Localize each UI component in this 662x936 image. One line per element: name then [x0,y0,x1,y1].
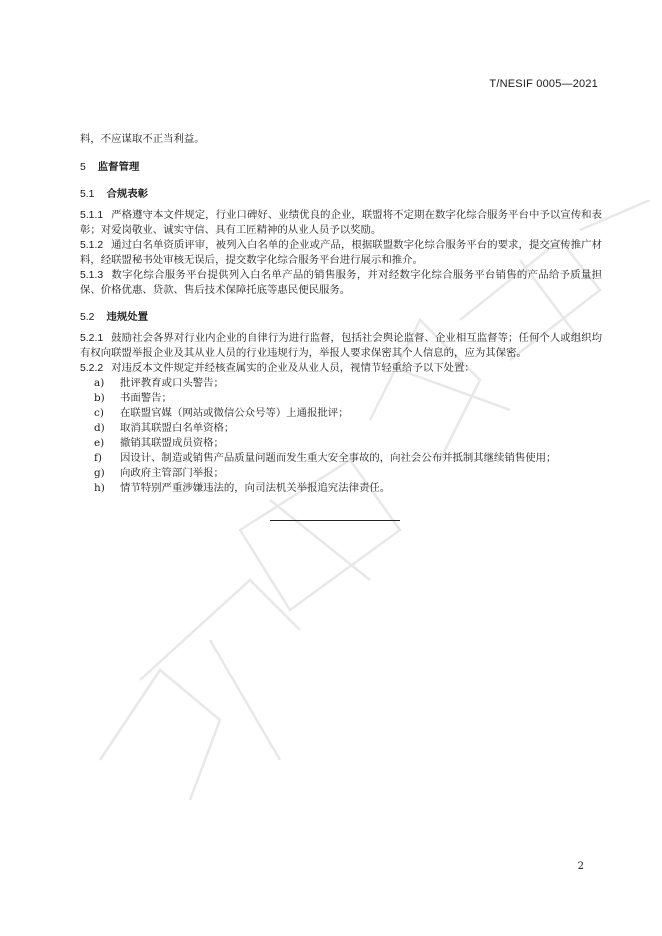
list-marker: h) [94,482,105,494]
clause-text: 通过白名单资质评审，被列入白名单的企业或产品，根据联盟数字化综合服务平台的要求，提交宣传推广材料，经联盟秘书处审核无误后，提交数字化综合服务平台进行展示和推介。 [80,239,602,266]
chapter-number: 5 [80,162,86,173]
list-text: 书面警告； [120,392,172,404]
list-marker: e) [94,437,105,449]
document-body [80,132,602,521]
list-text: 在联盟官媒（网站或微信公众号等）上通报批评； [120,407,349,419]
clause [80,331,602,361]
section-number: 5.2 [80,312,95,323]
list-item [80,436,602,451]
list-item [80,466,602,481]
list-text: 向政府主管部门举报； [120,467,224,479]
list-marker: c) [94,407,104,419]
penalty-list [80,376,602,496]
list-marker: a) [94,377,105,389]
section-heading [80,187,602,202]
clause [80,361,602,376]
chapter-title: 监督管理 [97,162,140,173]
clause-number: 5.1.2 [80,240,104,251]
chapter-heading [80,160,602,175]
continuation-text: 料，不应谋取不正当利益。 [80,133,205,145]
list-item [80,376,602,391]
clause-number: 5.2.1 [80,333,104,344]
clause [80,238,602,268]
list-item [80,481,602,496]
section-title: 违规处置 [106,312,149,323]
clause [80,208,602,238]
page-number: 2 [577,861,584,872]
clause-text: 鼓励社会各界对行业内企业的自律行为进行监督，包括社会舆论监督、企业相互监督等；任何个人或组织均有权向联盟举报企业及其从业人员的行业违规行为，举报人要求保密其个人信息的，应为其保密。 [80,332,602,359]
list-marker: f) [94,452,102,464]
list-text: 因设计、制造或销售产品质量问题而发生重大安全事故的，向社会公布并抵制其继续销售使用； [120,452,557,464]
section-title: 合规表彰 [106,189,149,200]
list-text: 批评教育或口头警告； [120,377,224,389]
list-text: 撤销其联盟成员资格； [120,437,224,449]
list-text: 取消其联盟白名单资格； [120,422,235,434]
list-marker: b) [94,392,105,404]
section-number: 5.1 [80,189,95,200]
section-heading [80,310,602,325]
list-item [80,406,602,421]
clause-number: 5.1.1 [80,210,104,221]
end-of-document-rule [270,520,400,521]
clause-number: 5.1.3 [80,270,104,281]
document-code: T/NESIF 0005—2021 [489,78,598,90]
clause-number: 5.2.2 [80,363,104,374]
list-item [80,451,602,466]
list-text: 情节特别严重涉嫌违法的，向司法机关举报追究法律责任。 [120,482,391,494]
clause [80,268,602,298]
clause-text: 对违反本文件规定并经核查属实的企业及从业人员，视情节轻重给予以下处置： [111,362,475,374]
list-item [80,421,602,436]
clause-text: 严格遵守本文件规定，行业口碑好、业绩优良的企业，联盟将不定期在数字化综合服务平台中予以宣传和表彰；对爱岗敬业、诚实守信、具有工匠精神的从业人员予以奖励。 [80,209,602,236]
list-marker: d) [94,422,105,434]
list-marker: g) [94,467,105,479]
clause-text: 数字化综合服务平台提供列入白名单产品的销售服务，并对经数字化综合服务平台销售的产品给予质量担保、价格优惠、贷款、售后技术保障托底等惠民便民服务。 [80,269,602,296]
list-item [80,391,602,406]
